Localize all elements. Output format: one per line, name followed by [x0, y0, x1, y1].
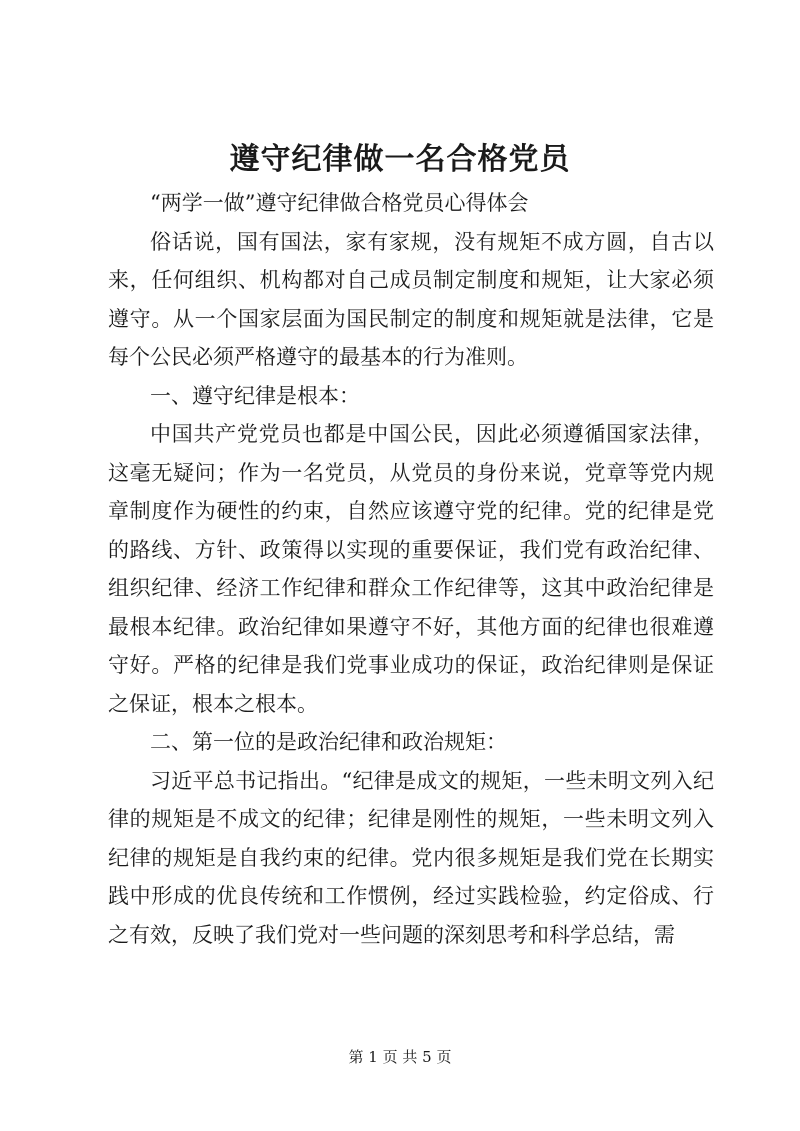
body-paragraph: 中国共产党党员也都是中国公民，因此必须遵循国家法律，这毫无疑问；作为一名党员，从党员的身份来说，党章等党内规章制度作为硬性的约束，自然应该遵守党的纪律。党的纪律是党的路线、方针、政策得以实现的重要保证，我们党有政治纪律、组织纪律、经济工作纪律和群众工作纪律等，这其中政治纪律是最根本纪律。政治纪律如果遵守不好，其他方面的纪律也很难遵守好。严格的纪律是我们党事业成功的保证，政治纪律则是保证之保证，根本之根本。: [108, 422, 714, 716]
document-title: 遵守纪律做一名合格党员: [229, 142, 571, 177]
subtitle-paragraph: “两学一做”遵守纪律做合格党员心得体会: [150, 191, 529, 215]
document-body: [108, 184, 714, 954]
body-paragraph: 俗话说，国有国法，家有家规，没有规矩不成方圆，自古以来，任何组织、机构都对自己成员制定制度和规矩，让大家必须遵守。从一个国家层面为国民制定的制度和规矩就是法律，它是每个公民必须严格遵守的最基本的行为准则。: [108, 229, 714, 369]
page-number-footer: 第 1 页 共 5 页: [348, 1048, 452, 1066]
section-heading-2: 二、第一位的是政治纪律和政治规矩：: [150, 730, 507, 754]
section-heading-1: 一、遵守纪律是根本：: [150, 383, 360, 408]
body-paragraph: 习近平总书记指出。“纪律是成文的规矩，一些未明文列入纪律的规矩是不成文的纪律；纪律是刚性的规矩，一些未明文列入纪律的规矩是自我约束的纪律。党内很多规矩是我们党在长期实践中形成的优良传统和工作惯例，经过实践检验，约定俗成、行之有效，反映了我们党对一些问题的深刻思考和科学总结，需: [108, 768, 714, 947]
